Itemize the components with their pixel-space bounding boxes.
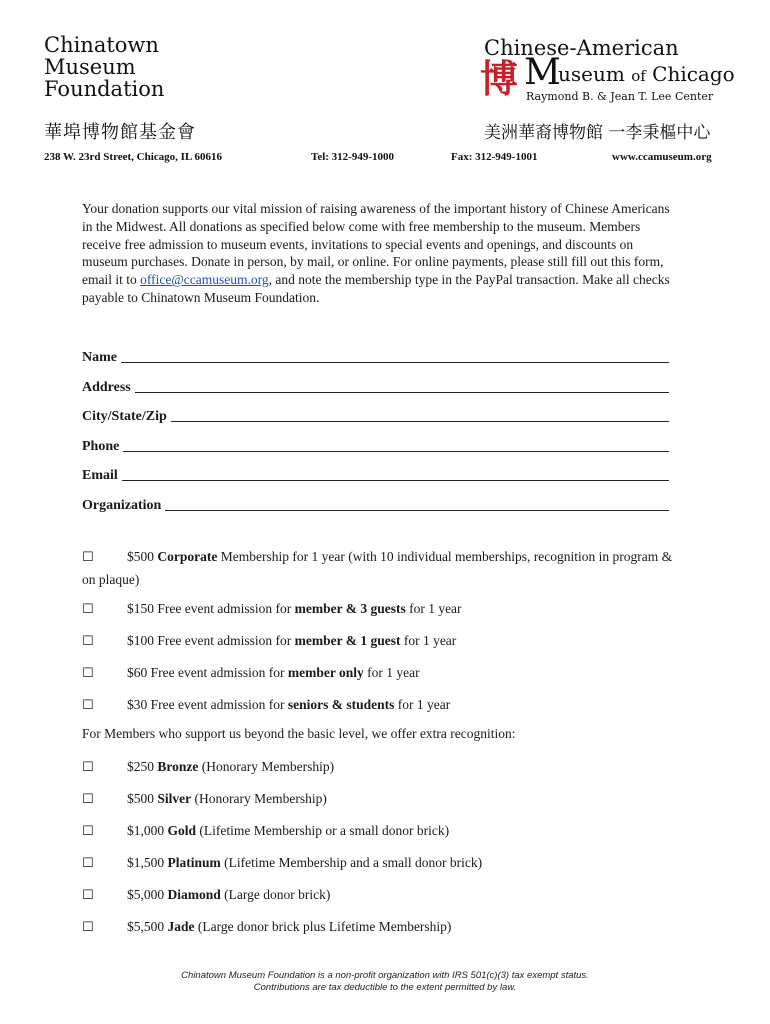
level-text: $1,500: [127, 855, 168, 870]
museum-logo-subtitle: Raymond B. & Jean T. Lee Center: [526, 90, 714, 103]
checkbox-150[interactable]: ☐: [82, 602, 94, 617]
museum-logo-title: Chinese-American: [484, 36, 679, 60]
option-text: $100 Free event admission for: [127, 633, 295, 648]
footer-note: [0, 970, 770, 994]
name-field[interactable]: [82, 350, 669, 366]
phone-line[interactable]: [123, 439, 669, 452]
level-platinum: [82, 852, 682, 875]
contact-fax: Fax: 312-949-1001: [451, 151, 538, 163]
option-seniors-students: [82, 694, 682, 717]
organization-label: Organization: [82, 498, 162, 513]
checkbox-corporate[interactable]: ☐: [82, 550, 94, 565]
checkbox-30[interactable]: ☐: [82, 698, 94, 713]
level-bold: Diamond: [167, 887, 221, 902]
foundation-chinese-name: 華埠博物館基金會: [44, 122, 196, 143]
option-bold: member only: [287, 665, 364, 680]
level-silver: [82, 788, 682, 811]
level-bold: Bronze: [157, 759, 199, 774]
option-text: for 1 year: [394, 697, 451, 712]
email-label: Email: [82, 468, 118, 483]
level-text: (Large donor brick): [220, 887, 331, 902]
intro-paragraph: [82, 200, 682, 307]
level-bronze: [82, 756, 682, 779]
city-state-zip-line[interactable]: [171, 409, 669, 422]
logo-line-1: Chinatown: [44, 33, 159, 57]
logo-line-3: Foundation: [44, 77, 165, 101]
museum-logo-name: [558, 62, 735, 86]
checkbox-100[interactable]: ☐: [82, 634, 94, 649]
checkbox-platinum[interactable]: ☐: [82, 856, 94, 871]
level-text: $250: [127, 759, 158, 774]
level-diamond: [82, 884, 682, 907]
museum-chinese-name: 美洲華裔博物館 一李秉樞中心: [484, 123, 711, 143]
level-gold: [82, 820, 682, 843]
level-text: $5,500: [127, 919, 168, 934]
level-text: $1,000: [127, 823, 168, 838]
name-line[interactable]: [121, 350, 669, 363]
level-bold: Jade: [167, 919, 195, 934]
phone-label: Phone: [82, 439, 120, 454]
address-line[interactable]: [135, 380, 669, 393]
level-text: (Lifetime Membership or a small donor brick): [196, 823, 450, 838]
option-bold: seniors & students: [287, 697, 395, 712]
contact-address: 238 W. 23rd Street, Chicago, IL 60616: [44, 151, 222, 163]
museum-logo-glyph: 博: [480, 57, 519, 101]
organization-field[interactable]: [82, 498, 669, 514]
city-word: Chicago: [652, 62, 735, 86]
museum-logo-m: M: [524, 52, 561, 93]
option-corporate: [82, 546, 682, 591]
option-text: $30 Free event admission for: [127, 697, 288, 712]
checkbox-gold[interactable]: ☐: [82, 824, 94, 839]
option-member-only: [82, 662, 682, 685]
address-label: Address: [82, 380, 131, 395]
extra-recognition-note: For Members who support us beyond the basic level, we offer extra recognition:: [82, 726, 516, 741]
chinatown-museum-foundation-logo: [44, 34, 164, 100]
option-text: $60 Free event admission for: [127, 665, 288, 680]
contact-tel: Tel: 312-949-1000: [311, 151, 395, 163]
of-word: of: [631, 67, 646, 85]
museum-word: useum: [558, 62, 625, 86]
intro-text-end: , and note the membership type in the PayPal transaction. Make all checks payable to Chinatown Museum Foundation.: [82, 272, 670, 305]
checkbox-diamond[interactable]: ☐: [82, 888, 94, 903]
option-text: $150 Free event admission for: [127, 601, 295, 616]
option-bold: Corporate: [157, 549, 218, 564]
option-member-1-guest: [82, 630, 682, 653]
city-state-zip-field[interactable]: [82, 409, 669, 425]
level-bold: Silver: [157, 791, 192, 806]
name-label: Name: [82, 350, 117, 365]
level-text: (Honorary Membership): [191, 791, 327, 806]
level-text: $5,000: [127, 887, 168, 902]
email-field[interactable]: [82, 468, 669, 484]
email-line[interactable]: [122, 468, 669, 481]
checkbox-bronze[interactable]: ☐: [82, 760, 94, 775]
checkbox-60[interactable]: ☐: [82, 666, 94, 681]
organization-line[interactable]: [165, 498, 669, 511]
intro-text: Your donation supports our vital mission of raising awareness of the important history of Chinese Americans in the Midwest. All donations as specified below come with free membership to the museum. Members receive free admission to museum events, invitations to special events and openings, and discounts on museum purchases. Donate in person, by mail, or online. For online payments, please still fill out this form, email it to: [82, 201, 670, 288]
footer-line-1: Chinatown Museum Foundation is a non-profit organization with IRS 501(c)(3) tax exempt status.: [181, 970, 589, 981]
option-text: for 1 year: [400, 633, 457, 648]
phone-field[interactable]: [82, 439, 669, 455]
city-state-zip-label: City/State/Zip: [82, 409, 167, 424]
level-text: (Lifetime Membership and a small donor brick): [220, 855, 483, 870]
address-field[interactable]: [82, 380, 669, 396]
level-bold: Platinum: [167, 855, 221, 870]
level-text: (Honorary Membership): [198, 759, 335, 774]
option-text: Membership for 1 year (with 10 individual memberships, recognition in program & on plaque): [82, 549, 673, 587]
level-text: $500: [127, 791, 158, 806]
level-bold: Gold: [167, 823, 197, 838]
level-jade: [82, 916, 682, 939]
checkbox-jade[interactable]: ☐: [82, 920, 94, 935]
option-text: $500: [127, 549, 158, 564]
level-text: (Large donor brick plus Lifetime Membership): [194, 919, 452, 934]
checkbox-silver[interactable]: ☐: [82, 792, 94, 807]
option-bold: member & 1 guest: [294, 633, 401, 648]
option-text: for 1 year: [405, 601, 462, 616]
logo-line-2: Museum: [44, 55, 136, 79]
email-link[interactable]: office@ccamuseum.org: [140, 272, 269, 288]
option-member-3-guests: [82, 598, 682, 621]
option-bold: member & 3 guests: [294, 601, 406, 616]
option-text: for 1 year: [363, 665, 420, 680]
footer-line-2: Contributions are tax deductible to the extent permitted by law.: [253, 982, 517, 993]
contact-website: www.ccamuseum.org: [612, 151, 712, 163]
